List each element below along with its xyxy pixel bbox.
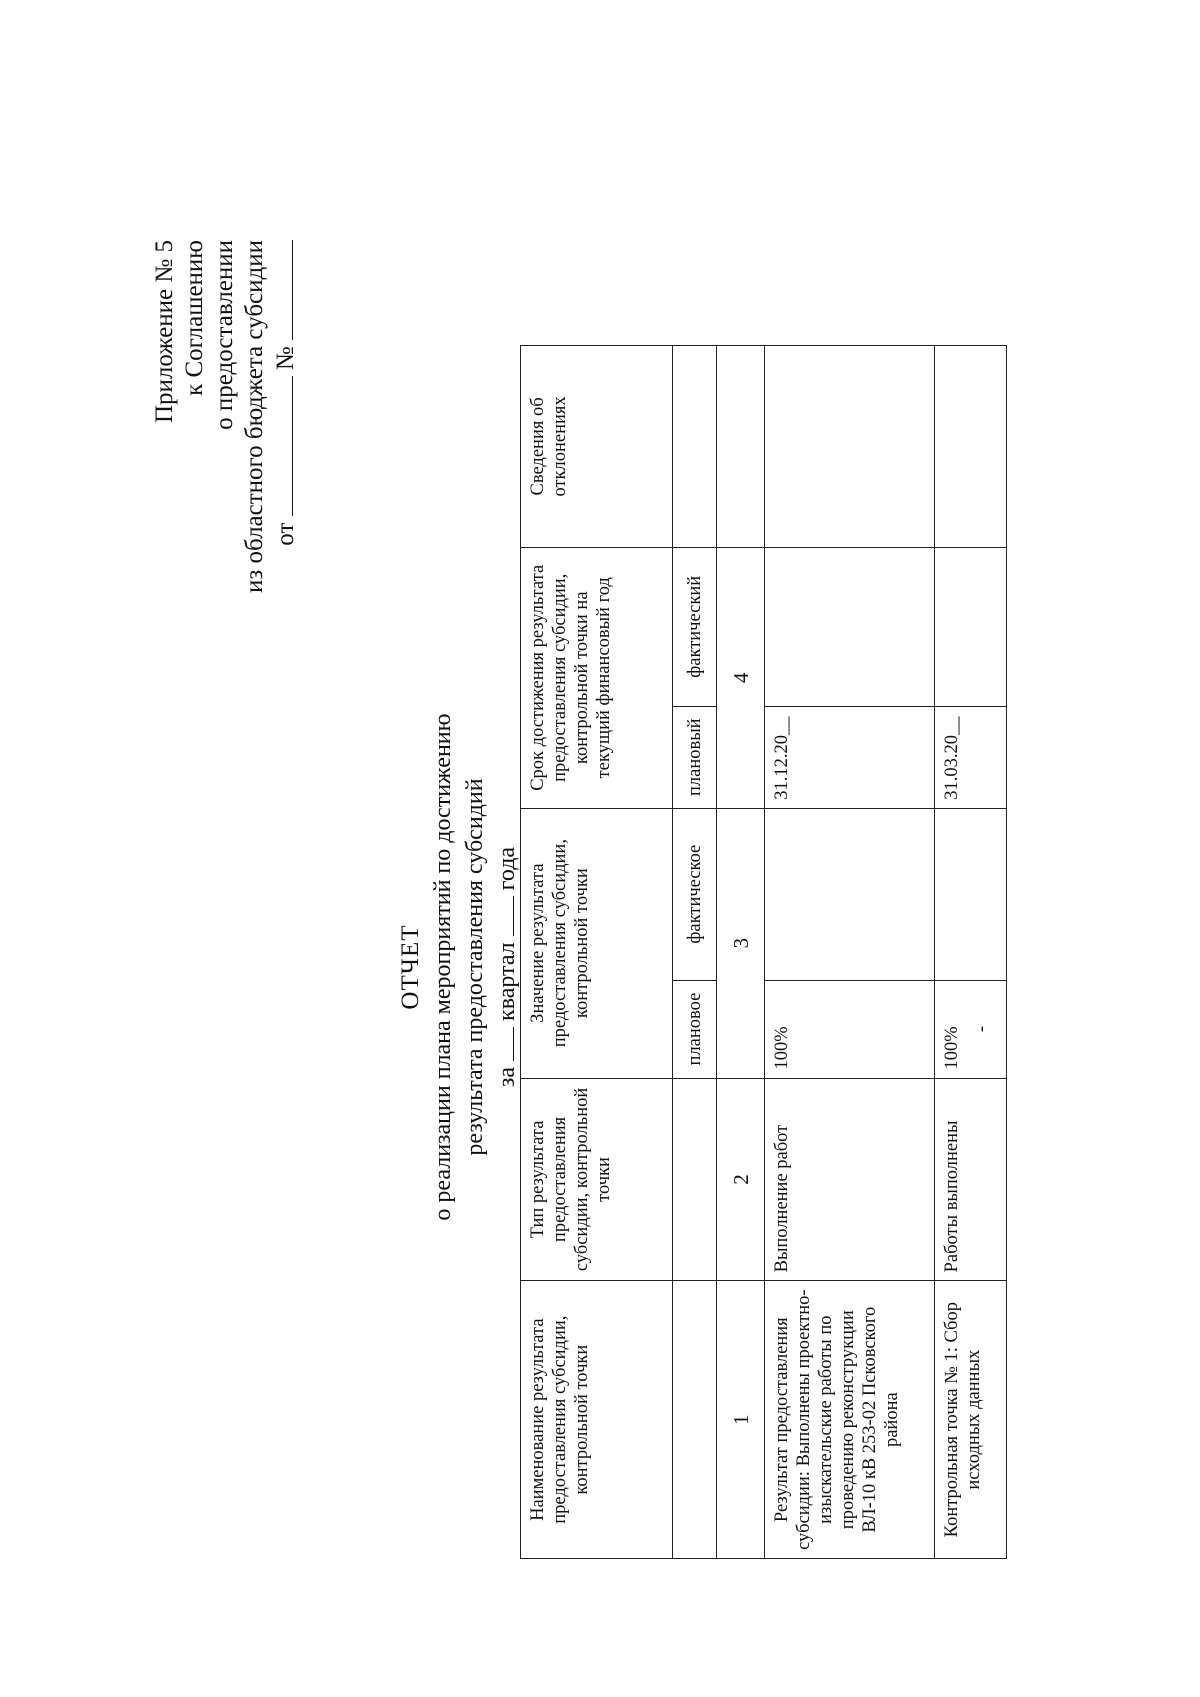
- report-table: [520, 345, 1007, 1559]
- row-planned-value: 100%: [942, 1026, 962, 1070]
- from-label: от: [272, 522, 299, 546]
- row-name: Результат предоставления субсидии: Выполнены проектно-изыскательские работы по проведению реконструкции ВЛ-10 кВ 253-02 Псковского района: [765, 1281, 935, 1559]
- year-label: года: [494, 846, 520, 891]
- subheader-actual-term: фактический: [673, 547, 717, 706]
- header-type: Тип результата предоставления субсидии, контрольной точки: [521, 1078, 673, 1281]
- appendix-title: Приложение № 5: [151, 240, 178, 424]
- row-planned-value-cell: [935, 980, 1007, 1078]
- appendix-block: [150, 240, 301, 593]
- column-number-3: 3: [717, 808, 765, 1078]
- row-deviations: [765, 346, 935, 548]
- row-planned-value: 100%: [765, 980, 935, 1078]
- header-deviations: Сведения об отклонениях: [521, 346, 673, 548]
- row-actual-value: [935, 808, 1007, 980]
- report-subtitle-line1: о реализации плана мероприятий по достижению: [430, 713, 456, 1221]
- report-period: [491, 567, 523, 1367]
- quarter-blank: [491, 1027, 514, 1061]
- quarter-label: квартал: [494, 942, 520, 1021]
- row-planned-term: 31.03.20__: [935, 706, 1007, 808]
- row-deviations: [935, 346, 1007, 548]
- number-blank: [270, 240, 293, 340]
- header-term: Срок достижения результата предоставления субсидии, контрольной точки на текущий финансовый год: [521, 547, 673, 808]
- header-name: Наименование результата предоставления субсидии, контрольной точки: [521, 1281, 673, 1559]
- subheader-planned-term: плановый: [673, 706, 717, 808]
- row-type: Выполнение работ: [765, 1078, 935, 1281]
- table-row: [935, 346, 1007, 1559]
- appendix-agreement: к Соглашению: [181, 240, 208, 396]
- table-row: [765, 346, 935, 1559]
- subheader-actual-value: фактическое: [673, 808, 717, 980]
- header-row: [521, 346, 673, 1559]
- subheader-row: [673, 346, 717, 1559]
- report-title: ОТЧЕТ: [397, 924, 424, 1010]
- date-blank: [270, 376, 293, 516]
- year-blank: [491, 896, 514, 936]
- row-actual-term: [765, 547, 935, 706]
- row-name: Контрольная точка № 1: Сбор исходных данных: [935, 1281, 1007, 1559]
- column-number-1: 1: [717, 1281, 765, 1559]
- number-row: [717, 346, 765, 1559]
- appendix-provision: о предоставлении: [211, 240, 238, 430]
- column-number-4: 4: [717, 547, 765, 808]
- number-label: №: [272, 346, 299, 371]
- period-prefix: за: [494, 1066, 520, 1088]
- report-subtitle-line2: результата предоставления субсидий: [462, 778, 488, 1156]
- appendix-budget: из областного бюджета субсидии: [241, 240, 268, 594]
- row-actual-value: [765, 808, 935, 980]
- header-value: Значение результата предоставления субсидии, контрольной точки: [521, 808, 673, 1078]
- row-actual-term: [935, 547, 1007, 706]
- row-planned-term: 31.12.20__: [765, 706, 935, 808]
- row-type: Работы выполнены: [935, 1078, 1007, 1281]
- row-planned-value-note: -: [972, 1025, 992, 1033]
- subheader-planned-value: плановое: [673, 980, 717, 1078]
- column-number-2: 2: [717, 1078, 765, 1281]
- appendix-date-number-line: [270, 240, 301, 593]
- report-heading: [395, 567, 523, 1367]
